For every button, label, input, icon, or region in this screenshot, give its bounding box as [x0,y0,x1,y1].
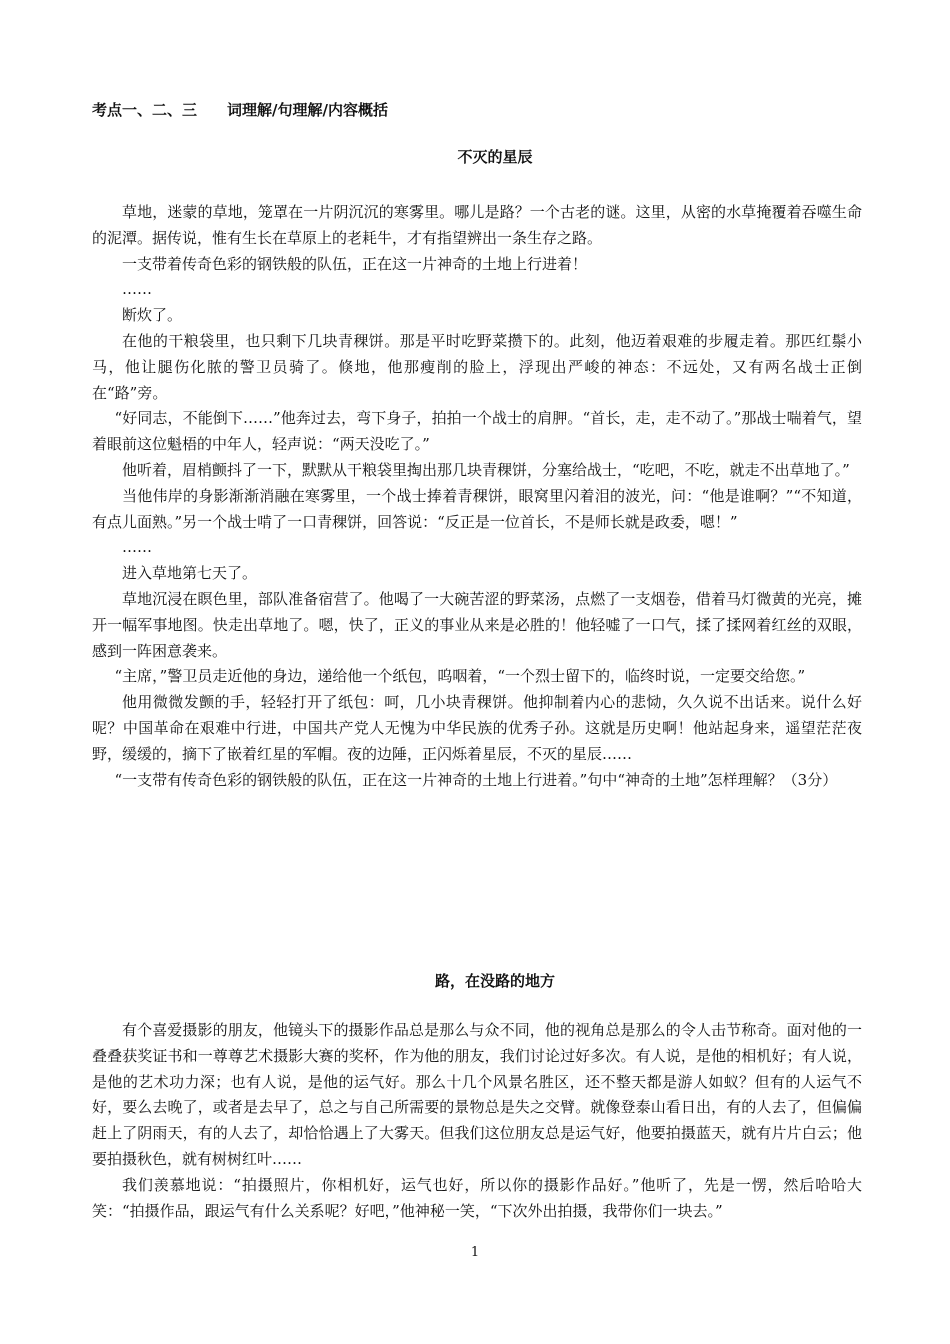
paragraph: 草地沉浸在瞑色里，部队准备宿营了。他喝了一大碗苦涩的野菜汤，点燃了一支烟卷，借着马灯微黄的光亮，摊开一幅军事地图。快走出草地了。嗯，快了，正义的事业从来是必胜的！他轻嘘了一口气，揉了揉网着红丝的双眼，感到一阵困意袭来。 [92,589,862,660]
paragraph: 他用微微发颤的手，轻轻打开了纸包：呵，几小块青稞饼。他抑制着内心的悲恸，久久说不出话来。说什么好呢？中国革命在艰难中行进，中国共产党人无愧为中华民族的优秀子孙。这就是历史啊！他站起身来，遥望茫茫夜野，缓缓的，摘下了嵌着红星的军帽。夜的边陲，正闪烁着星辰，不灭的星辰…… [92,693,862,763]
section-header: 考点一、二、三 词理解/句理解/内容概括 [92,101,388,119]
paragraph: “主席，”警卫员走近他的身边，递给他一个纸包，呜咽着，“一个烈士留下的，临终时说，一定要交给您。” [114,667,806,686]
article-body-1 [92,200,862,793]
paragraph: 有个喜爱摄影的朋友，他镜头下的摄影作品总是那么与众不同，他的视角总是那么的令人击节称奇。面对他的一叠叠获奖证书和一尊尊艺术摄影大赛的奖杯，作为他的朋友，我们讨论过好多次。有人说，是他的相机好；有人说，是他的艺术功力深；也有人说，是他的运气好。那么十几个风景名胜区，还不整天都是游人如蚁？但有的人运气不好，要么去晚了，或者是去早了，总之与自己所需要的景物总是失之交臂。就像登泰山看日出，有的人去了，但偏偏赶上了阴雨天，有的人去了，却恰恰遇上了大雾天。但我们这位朋友总是运气好，他要拍摄蓝天，就有片片白云；他要拍摄秋色，就有树树红叶…… [92,1021,862,1168]
question: “一支带有传奇色彩的钢铁般的队伍，正在这一片神奇的土地上行进着。”句中“神奇的土地”怎样理解？（3分） [114,770,838,789]
paragraph: 草地，迷蒙的草地，笼罩在一片阴沉沉的寒雾里。哪儿是路？一个古老的谜。这里，从密的水草掩覆着吞噬生命的泥潭。据传说，惟有生长在草原上的老耗牛，才有指望辨出一条生存之路。 [92,203,862,247]
paragraph: 我们羡慕地说：“拍摄照片，你相机好，运气也好，所以你的摄影作品好。”他听了，先是一愣，然后哈哈大笑：“拍摄作品，跟运气有什么关系呢？好吧，”他神秘一笑，“下次外出拍摄，我带你们一块去。” [92,1175,862,1220]
paragraph: 进入草地第七天了。 [122,564,258,583]
paragraph: 当他伟岸的身影渐渐消融在寒雾里，一个战士捧着青稞饼，眼窝里闪着泪的波光，问：“他是谁啊？”“不知道，有点儿面熟。”另一个战士啃了一口青稞饼，回答说：“反正是一位首长，不是师长就是政委，嗯！” [92,486,862,531]
paragraph: 他听着，眉梢颤抖了一下，默默从干粮袋里掏出那几块青稞饼，分塞给战士，“吃吧，不吃，就走不出草地了。” [122,460,850,479]
article-title-1: 不灭的星辰 [457,148,533,166]
page-number: 1 [470,1245,480,1260]
ellipsis-line: …… [122,538,152,557]
paragraph: 在他的干粮袋里，也只剩下几块青稞饼。那是平时吃野菜攒下的。此刻，他迈着艰难的步履走着。那匹红鬃小马，他让腿伤化脓的警卫员骑了。倏地，他那瘦削的脸上，浮现出严峻的神态：不远处，又有两名战士正倒在“路”旁。 [92,331,862,402]
article-title-2: 路，在没路的地方 [434,972,555,990]
paragraph: 断炊了。 [122,306,183,325]
paragraph: 一支带着传奇色彩的钢铁般的队伍，正在这一片神奇的土地上行进着！ [122,254,588,273]
article-body-2 [92,1018,862,1224]
paragraph: “好同志，不能倒下……”他奔过去，弯下身子，拍拍一个战士的肩胛。“首长，走，走不动了。”那战士喘着气，望着眼前这位魁梧的中年人，轻声说：“两天没吃了。” [92,409,862,454]
ellipsis-line: …… [122,280,152,299]
